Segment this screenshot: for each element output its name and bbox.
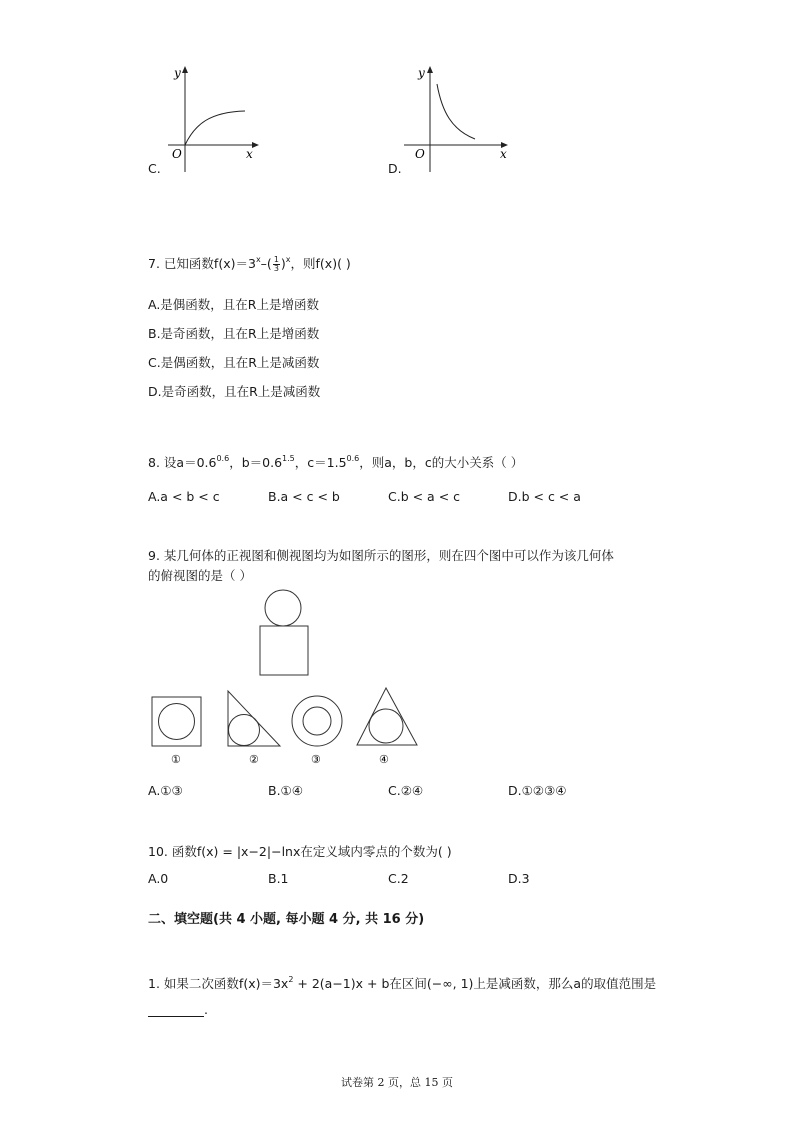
fill1-part-2: + 2(a−1)x + b在区间(−∞, 1)上是减函数，那么a的取值范围是 [293,976,657,991]
page-footer: 试卷第 2 页，总 15 页 [341,1076,453,1089]
q7-exponent-2: x [285,255,291,264]
graph-d-y-label: y [418,66,425,80]
q7-stem-post: ，则f(x)( ) [290,256,351,271]
graph-d-origin: O [415,147,425,161]
q7-stem-pre: 已知函数f(x)＝3 [163,256,256,271]
fill1-blank [148,1003,204,1017]
q10-option-a: A.0 [148,871,169,886]
fill1-answer-line [148,1002,208,1017]
q7-option-a: A.是偶函数，且在R上是增函数 [148,297,319,312]
graph-d [400,62,515,177]
q9-fig3-outer-circle [292,696,342,746]
graph-c-curve [185,111,245,145]
q10-option-d: D.3 [508,871,530,886]
q8-stem [148,453,523,471]
q9-option-b: B.①④ [268,783,303,798]
q7-minus: –( [260,256,272,271]
graph-c-origin: O [172,147,182,161]
q10-option-c: C.2 [388,871,409,886]
q7-option-b: B.是奇函数，且在R上是增函数 [148,326,320,341]
graph-d-option: D. [388,161,402,176]
q9-option-a: A.①③ [148,783,183,798]
q9-fig3-inner-circle [303,707,331,735]
graph-c-y-arrow [182,66,188,73]
q8-option-c: C.b < a < c [388,489,461,504]
q9-stem-line-1 [148,546,614,564]
q8-part-2: ，b＝0.6 [229,455,283,470]
q10-number: 10. [148,844,168,859]
graph-c-y-label: y [174,66,181,80]
q9-fig1-square [152,697,201,746]
q8-option-a: A.a < b < c [148,489,220,504]
graph-d-x-label: x [500,147,507,161]
q8-exponent-1: 0.6 [216,454,230,463]
q9-number: 9. [148,548,160,563]
q7-option-c: C.是偶函数，且在R上是减函数 [148,355,320,370]
q9-option-c: C.②④ [388,783,424,798]
graph-c-x-label: x [246,147,253,161]
q9-view-square [260,626,308,675]
q9-fig4-triangle [357,688,417,745]
q7-option-d: D.是奇函数，且在R上是减函数 [148,384,321,399]
q8-exponent-2: 1.5 [282,454,295,463]
graph-d-curve [437,84,475,139]
q9-fig1-circle [159,704,195,740]
q8-part-3: ，c＝1.5 [294,455,347,470]
q7-close: ) [280,256,286,271]
q7-exponent-1: x [255,255,261,264]
graph-c-option: C. [148,161,161,176]
fill1-stem [148,974,656,992]
q9-fig2-circle [229,715,260,746]
q10-stem [148,842,452,860]
fill1-number: 1. [148,976,160,991]
graph-c [160,62,270,177]
q9-fig4-circle [369,709,403,743]
q9-option-d: D.①②③④ [508,783,567,798]
graph-c-x-arrow [252,142,259,148]
section-title: 二、填空题(共 4 小题, 每小题 4 分, 共 16 分) [148,912,425,927]
q8-part-4: ，则a，b，c的大小关系（ ） [359,455,524,470]
q9-line-1: 某几何体的正视图和侧视图均为如图所示的图形，则在四个图中可以作为该几何体 [163,548,614,563]
q8-part-1: 设a＝0.6 [163,455,217,470]
q7-fraction-denominator: 3 [273,264,279,273]
q9-view-circle [265,590,301,626]
q7-stem [148,254,351,273]
q9-view-figure [255,588,315,680]
fill1-end: . [204,1002,208,1017]
q10-text: 函数f(x) = |x−2|−lnx在定义域内零点的个数为( ) [171,844,452,859]
fill1-exponent: 2 [288,975,294,984]
q7-fraction [273,256,280,273]
q9-fig1-label: ① [171,753,181,766]
q9-fig4-label: ④ [379,753,389,766]
q7-number: 7. [148,256,160,271]
q8-exponent-3: 0.6 [346,454,360,463]
q7-fraction-numerator: 1 [273,255,279,264]
graph-d-y-arrow [427,66,433,73]
q9-fig3-label: ③ [311,753,321,766]
q9-candidates [145,685,435,770]
fill1-part-1: 如果二次函数f(x)＝3x [163,976,289,991]
q8-number: 8. [148,455,160,470]
q10-option-b: B.1 [268,871,289,886]
q9-fig2-label: ② [249,753,259,766]
q9-stem-line-2: 的俯视图的是（ ） [148,568,252,583]
q8-option-d: D.b < c < a [508,489,581,504]
q8-option-b: B.a < c < b [268,489,340,504]
